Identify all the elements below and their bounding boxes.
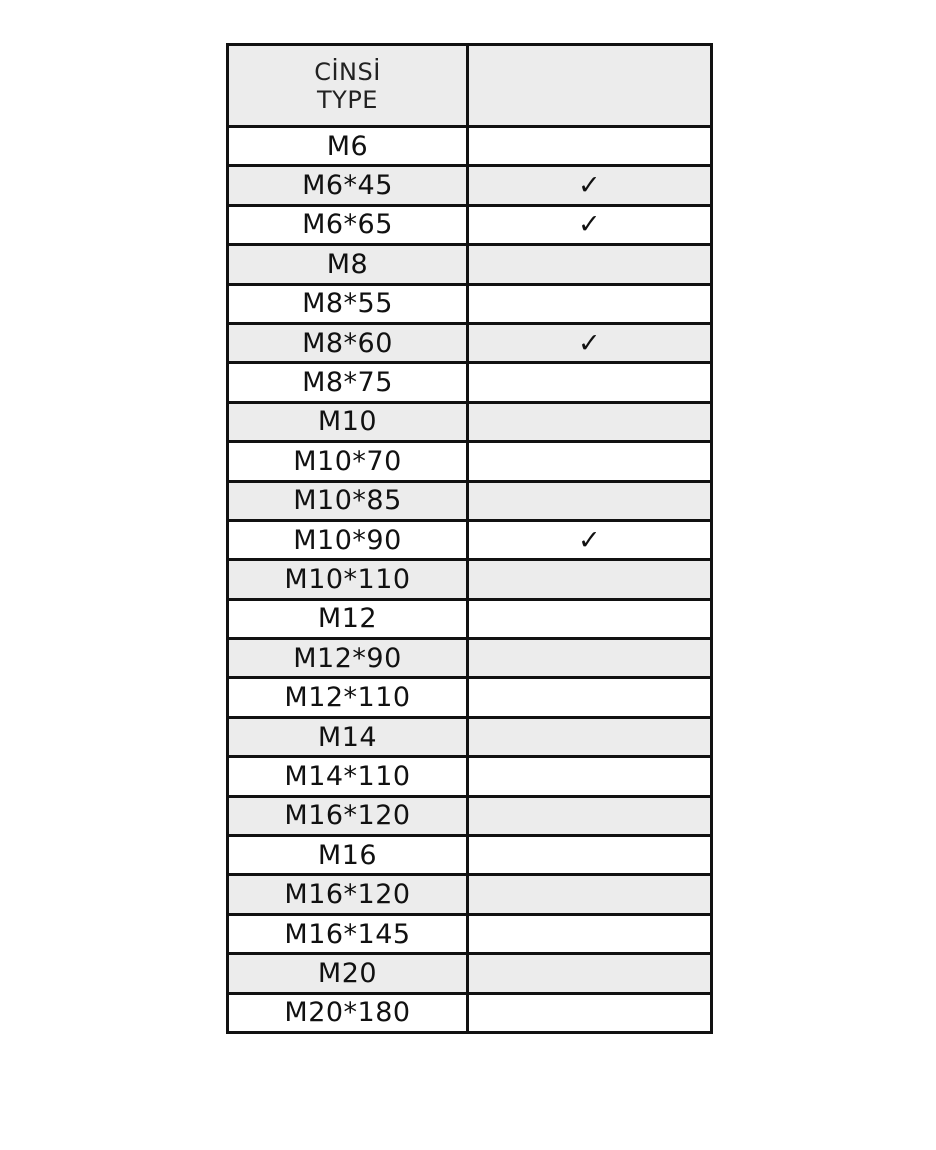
type-cell: M14 — [228, 717, 468, 756]
header-type-label-en: TYPE — [317, 85, 378, 114]
mark-cell — [468, 560, 712, 599]
type-table — [226, 43, 713, 1034]
table-row — [228, 875, 712, 914]
mark-cell — [468, 245, 712, 284]
type-cell: M8*75 — [228, 363, 468, 402]
mark-cell — [468, 127, 712, 166]
mark-cell — [468, 442, 712, 481]
mark-cell — [468, 796, 712, 835]
header-type-cell — [228, 45, 468, 127]
type-cell: M16 — [228, 836, 468, 875]
type-cell: M8*60 — [228, 323, 468, 362]
mark-cell — [468, 717, 712, 756]
table-row — [228, 442, 712, 481]
type-cell: M8*55 — [228, 284, 468, 323]
type-cell: M12*90 — [228, 639, 468, 678]
mark-cell — [468, 402, 712, 441]
table-row — [228, 166, 712, 205]
table-row — [228, 993, 712, 1032]
checkmark-icon: ✓ — [468, 323, 712, 362]
mark-cell — [468, 363, 712, 402]
type-cell: M20*180 — [228, 993, 468, 1032]
table-row — [228, 796, 712, 835]
type-cell: M10*90 — [228, 520, 468, 559]
header-type-label-tr: CİNSİ — [314, 57, 381, 86]
mark-cell — [468, 836, 712, 875]
table-row — [228, 127, 712, 166]
mark-cell — [468, 993, 712, 1032]
table-row — [228, 363, 712, 402]
mark-cell — [468, 678, 712, 717]
table-row — [228, 520, 712, 559]
type-cell: M6 — [228, 127, 468, 166]
table-row — [228, 205, 712, 244]
mark-cell — [468, 639, 712, 678]
type-cell: M10*70 — [228, 442, 468, 481]
mark-cell — [468, 599, 712, 638]
table-row — [228, 678, 712, 717]
mark-cell — [468, 954, 712, 993]
type-cell: M16*145 — [228, 914, 468, 953]
mark-cell — [468, 914, 712, 953]
type-cell: M12*110 — [228, 678, 468, 717]
type-cell: M14*110 — [228, 757, 468, 796]
mark-cell — [468, 875, 712, 914]
type-cell: M8 — [228, 245, 468, 284]
table-row — [228, 245, 712, 284]
table-row — [228, 599, 712, 638]
header-mark-cell — [468, 45, 712, 127]
type-cell: M12 — [228, 599, 468, 638]
table-row — [228, 402, 712, 441]
table-row — [228, 481, 712, 520]
type-cell: M10 — [228, 402, 468, 441]
table-row — [228, 323, 712, 362]
mark-cell — [468, 757, 712, 796]
table-row — [228, 836, 712, 875]
table-row — [228, 914, 712, 953]
type-cell: M20 — [228, 954, 468, 993]
type-cell: M6*45 — [228, 166, 468, 205]
table-row — [228, 639, 712, 678]
type-cell: M6*65 — [228, 205, 468, 244]
header-type-label — [314, 58, 381, 114]
checkmark-icon: ✓ — [468, 166, 712, 205]
mark-cell — [468, 481, 712, 520]
table-row — [228, 717, 712, 756]
type-table-body — [228, 45, 712, 1033]
type-cell: M10*110 — [228, 560, 468, 599]
header-row — [228, 45, 712, 127]
mark-cell — [468, 284, 712, 323]
checkmark-icon: ✓ — [468, 520, 712, 559]
type-cell: M16*120 — [228, 796, 468, 835]
type-cell: M16*120 — [228, 875, 468, 914]
checkmark-icon: ✓ — [468, 205, 712, 244]
table-row — [228, 284, 712, 323]
table-row — [228, 757, 712, 796]
type-cell: M10*85 — [228, 481, 468, 520]
table-row — [228, 560, 712, 599]
table-row — [228, 954, 712, 993]
